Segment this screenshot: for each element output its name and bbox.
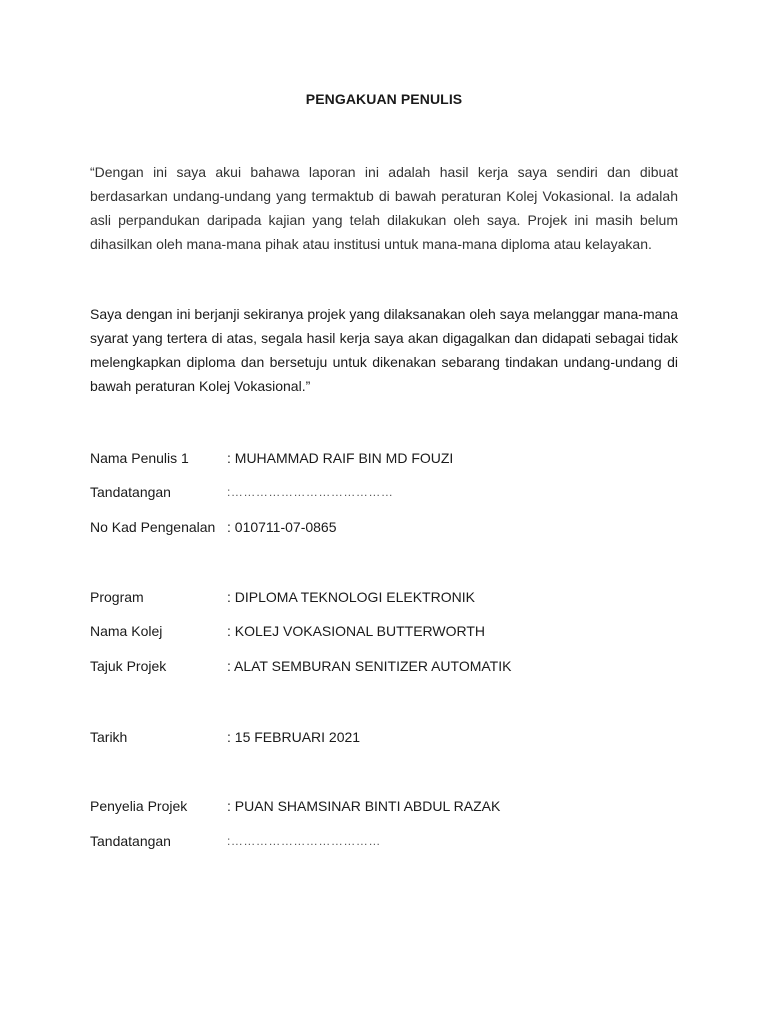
field-value: : 010711-07-0865 — [227, 519, 337, 535]
field-label: Penyelia Projek — [90, 798, 188, 814]
field-label: Nama Kolej — [90, 623, 163, 639]
field-label: Program — [90, 589, 144, 605]
field-label: No Kad Pengenalan — [90, 519, 216, 535]
signature-line: :………………………………… — [227, 485, 394, 499]
field-label: Tarikh — [90, 729, 128, 745]
document-title: PENGAKUAN PENULIS — [305, 91, 463, 107]
field-label: Tandatangan — [90, 484, 171, 500]
field-value: : MUHAMMAD RAIF BIN MD FOUZI — [227, 450, 454, 466]
field-value: : KOLEJ VOKASIONAL BUTTERWORTH — [227, 623, 486, 639]
declaration-paragraph-2: Saya dengan ini berjanji sekiranya projek yang dilaksanakan oleh saya melanggar mana-mana syarat yang tertera di atas, segala hasil kerja saya akan digagalkan dan didapati sebagai tidak melengkapkan diploma dan bersetuju untuk dikenakan sebarang tindakan undang-undang di bawah peraturan Kolej Vokasional.” — [90, 306, 678, 394]
signature-line: :……………………………… — [227, 834, 381, 848]
field-value: : ALAT SEMBURAN SENITIZER AUTOMATIK — [227, 658, 512, 674]
field-value: : PUAN SHAMSINAR BINTI ABDUL RAZAK — [227, 798, 501, 814]
field-label: Tajuk Projek — [90, 658, 167, 674]
field-value: : DIPLOMA TEKNOLOGI ELEKTRONIK — [227, 589, 475, 605]
field-value: : 15 FEBRUARI 2021 — [227, 729, 361, 745]
field-label: Nama Penulis 1 — [90, 450, 189, 466]
declaration-paragraph-1: “Dengan ini saya akui bahawa laporan ini adalah hasil kerja saya sendiri dan dibuat berdasarkan undang-undang yang termaktub di bawah peraturan Kolej Vokasional. Ia adalah asli perpandukan daripada kajian yang telah dilakukan oleh saya. Projek ini masih belum dihasilkan oleh mana-mana pihak atau institusi untuk mana-mana diploma atau kelayakan. — [90, 164, 678, 252]
field-label: Tandatangan — [90, 833, 171, 849]
